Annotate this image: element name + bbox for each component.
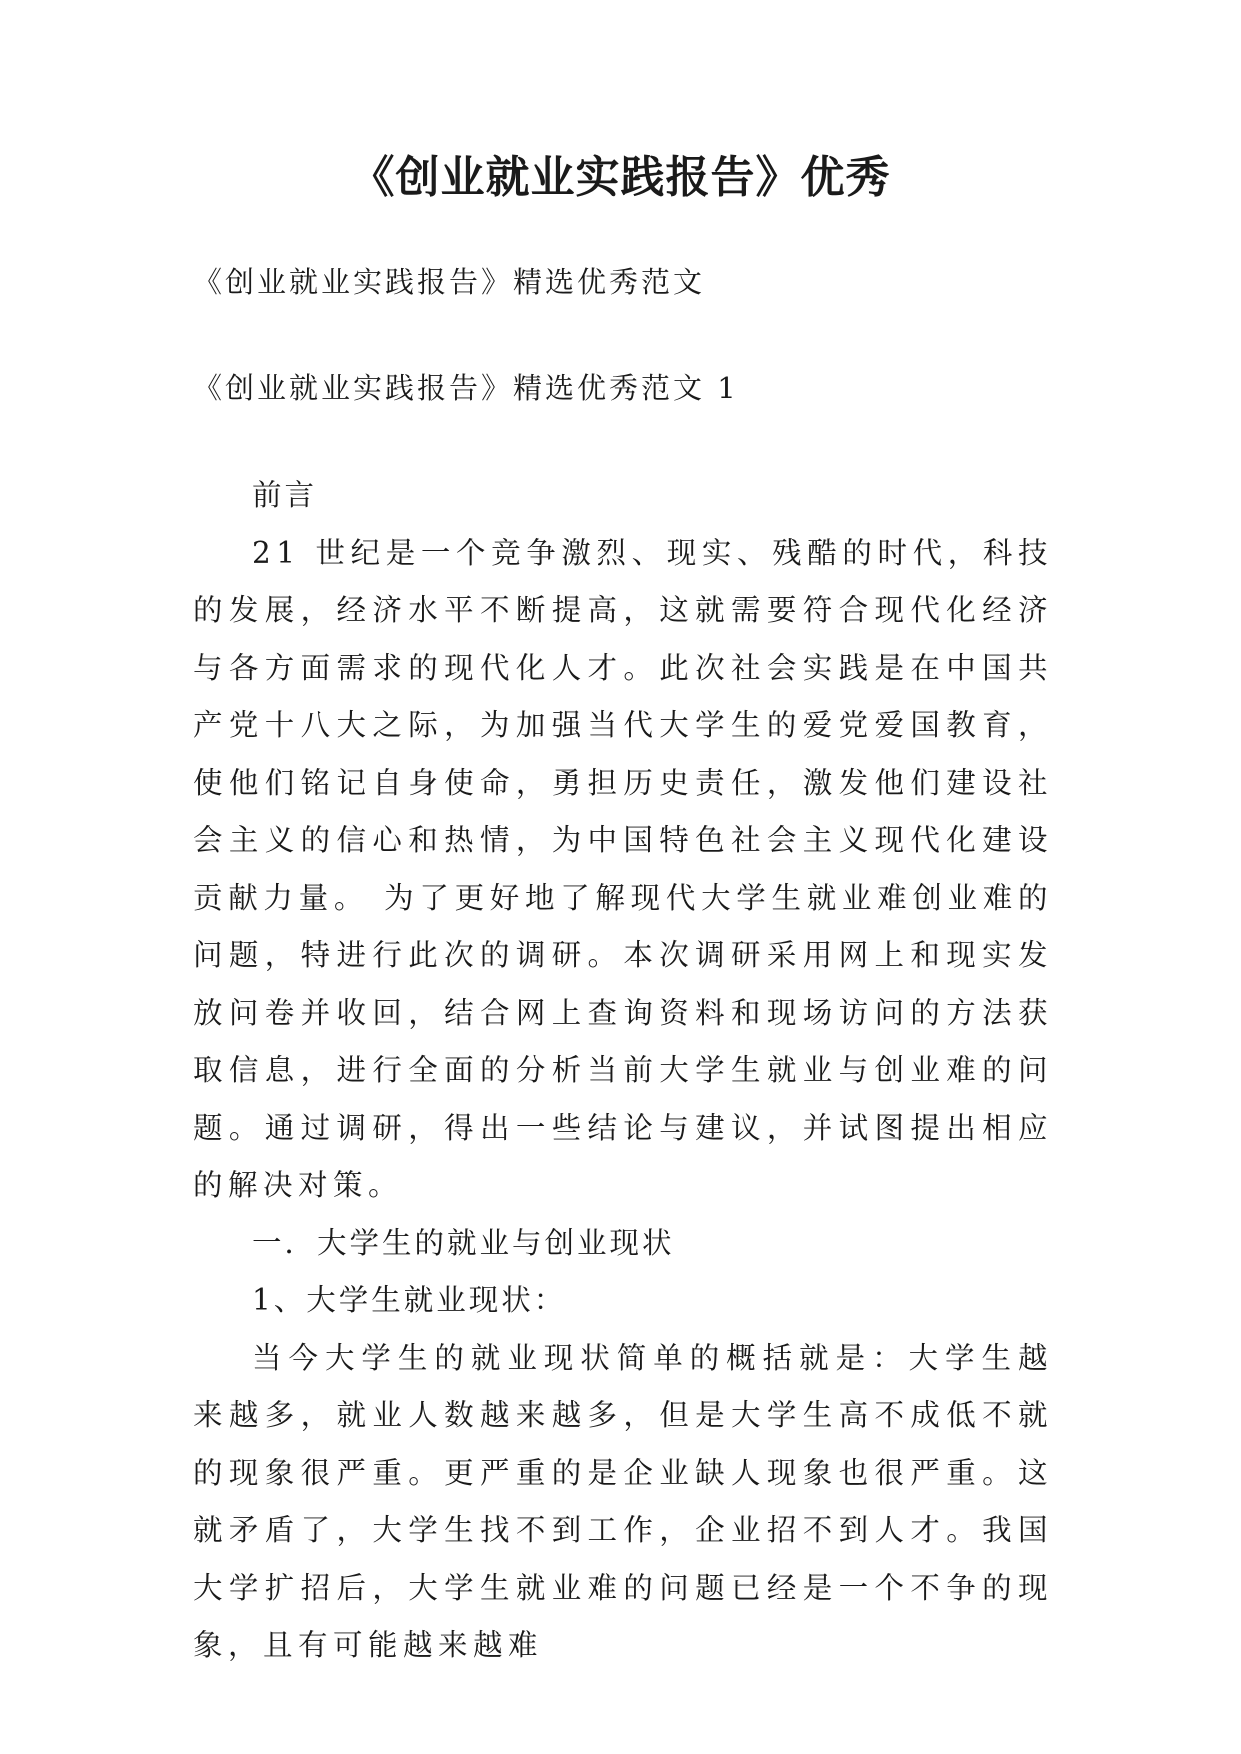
document-title: 《创业就业实践报告》优秀 bbox=[350, 152, 891, 203]
body-text bbox=[193, 467, 1053, 1675]
paragraph-intro: 21 世纪是一个竞争激烈、现实、残酷的时代，科技的发展，经济水平不断提高，这就需要符合现代化经济与各方面需求的现代化人才。此次社会实践是在中国共产党十八大之际，为加强当代大学生的爱党爱国教育，使他们铭记自身使命，勇担历史责任，激发他们建设社会主义的信心和热情，为中国特色社会主义现代化建设贡献力量。 为了更好地了解现代大学生就业难创业难的问题，特进行此次的调研。本次调研采用网上和现实发放问卷并收回，结合网上查询资料和现场访问的方法获取信息，进行全面的分析当前大学生就业与创业难的问题。通过调研，得出一些结论与建议，并试图提出相应的解决对策。 bbox=[193, 535, 1053, 1202]
document-subtitle: 《创业就业实践报告》精选优秀范文 bbox=[193, 265, 706, 299]
section-heading: 一．大学生的就业与创业现状 bbox=[252, 1225, 675, 1260]
paragraph-employment-status: 当今大学生的就业现状简单的概括就是：大学生越来越多，就业人数越来越多，但是大学生高不成低不就的现象很严重。更严重的是企业缺人现象也很严重。这就矛盾了，大学生找不到工作，企业招不到人才。我国大学扩招后，大学生就业难的问题已经是一个不争的现象，且有可能越来越难 bbox=[193, 1340, 1053, 1662]
section-title: 《创业就业实践报告》精选优秀范文 1 bbox=[193, 371, 739, 405]
subsection-heading: 1、大学生就业现状： bbox=[252, 1283, 567, 1317]
paragraph-preface: 前言 bbox=[252, 478, 318, 512]
